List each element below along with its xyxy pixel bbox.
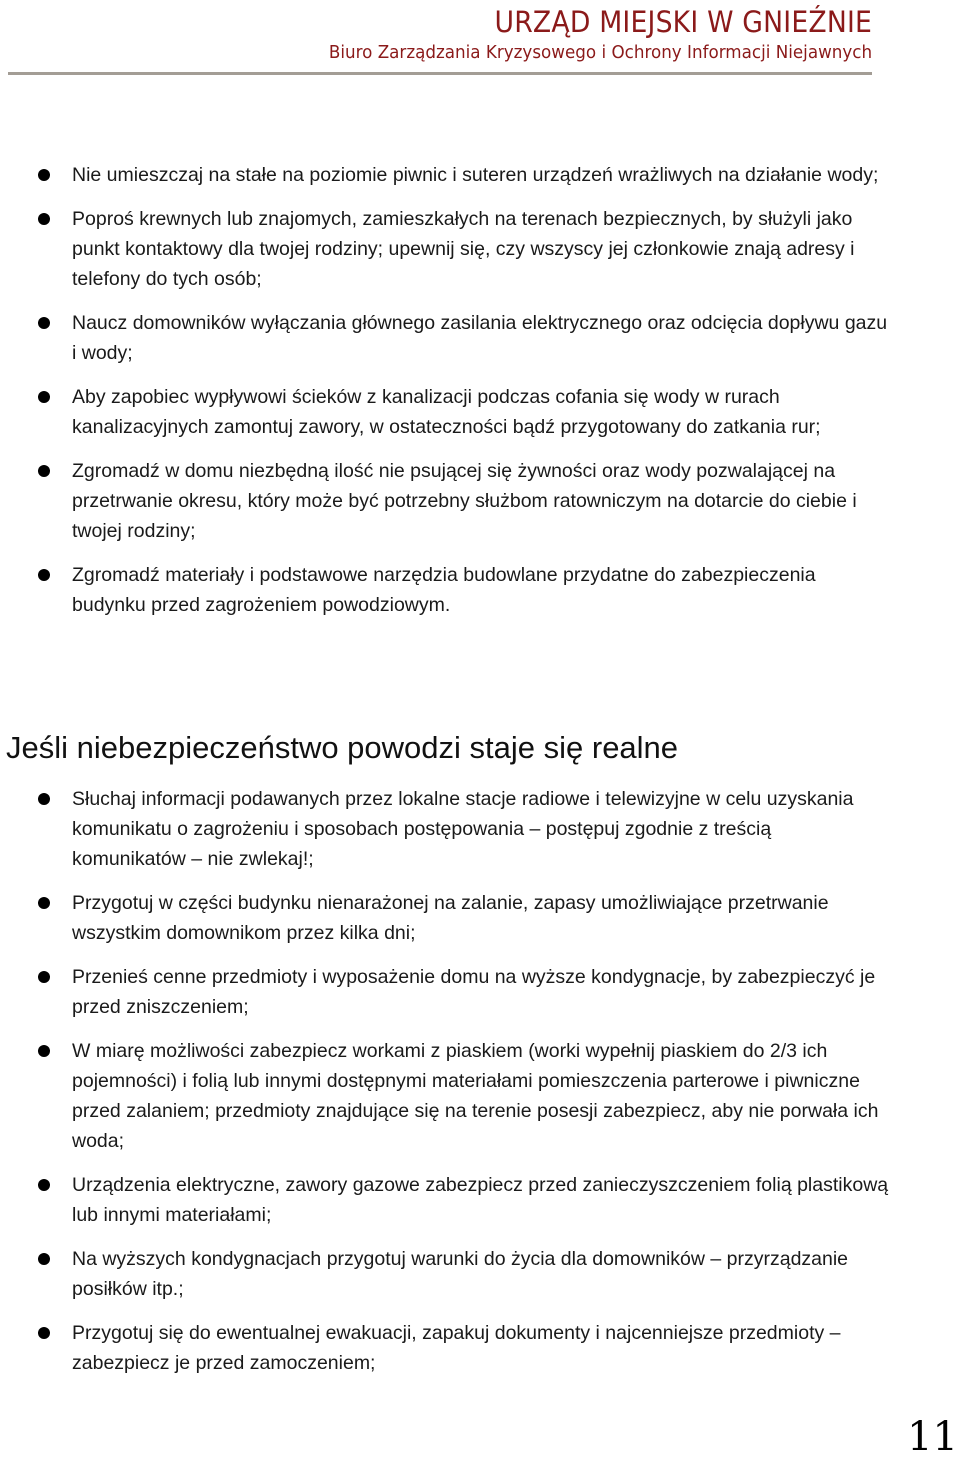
flood-action-list — [0, 784, 960, 1392]
bullet-icon — [38, 391, 50, 403]
list-item-text: Słuchaj informacji podawanych przez lokalne stacje radiowe i telewizyjne w celu uzyskania komunikatu o zagrożeniu i sposobach postępowania – postępuj zgodnie z treścią komunikatów – nie zwlekaj!; — [72, 788, 854, 870]
list-item-text: Aby zapobiec wypływowi ścieków z kanalizacji podczas cofania się wody w rurach kanalizacyjnych zamontuj zawory, w ostateczności bądź przygotowany do zatkania rur; — [72, 386, 821, 438]
list-item — [0, 784, 960, 874]
bullet-icon — [38, 1253, 50, 1265]
page-number: 11 — [907, 1414, 958, 1460]
list-item — [0, 1244, 960, 1304]
list-item — [0, 1036, 960, 1156]
list-item-text: Urządzenia elektryczne, zawory gazowe zabezpiecz przed zanieczyszczeniem folią plastikową lub innymi materiałami; — [72, 1174, 889, 1226]
bullet-icon — [38, 213, 50, 225]
bullet-icon — [38, 897, 50, 909]
list-item — [0, 1318, 960, 1378]
list-item-text: Naucz domowników wyłączania głównego zasilania elektrycznego oraz odcięcia dopływu gazu i wody; — [72, 312, 888, 364]
list-item — [0, 1170, 960, 1230]
list-item-text: Zgromadź w domu niezbędną ilość nie psującej się żywności oraz wody pozwalającej na przetrwanie okresu, który może być potrzebny służbom ratowniczym na dotarcie do ciebie i twojej rodziny; — [72, 460, 857, 542]
bullet-icon — [38, 317, 50, 329]
bullet-icon — [38, 169, 50, 181]
list-item-text: Na wyższych kondygnacjach przygotuj warunki do życia dla domowników – przyrządzanie posiłków itp.; — [72, 1248, 849, 1300]
header-block — [288, 4, 872, 66]
precaution-list — [0, 160, 960, 634]
list-item-text: Nie umieszczaj na stałe na poziomie piwnic i suteren urządzeń wrażliwych na działanie wody; — [72, 164, 879, 186]
bullet-icon — [38, 1045, 50, 1057]
list-item-text: W miarę możliwości zabezpiecz workami z piaskiem (worki wypełnij piaskiem do 2/3 ich pojemności) i folią lub innymi dostępnymi materiałami pomieszczenia parterowe i piwniczne przed zalaniem; przedmioty znajdujące się na terenie posesji zabezpiecz, aby nie porwała ich woda; — [72, 1040, 879, 1152]
list-item — [0, 888, 960, 948]
institution-title: URZĄD MIEJSKI W GNIEŹNIE — [494, 5, 872, 39]
list-item — [0, 560, 960, 620]
list-item — [0, 308, 960, 368]
section-heading: Jeśli niebezpieczeństwo powodzi staje się realne — [6, 730, 679, 765]
list-item-text: Przenieś cenne przedmioty i wyposażenie domu na wyższe kondygnacje, by zabezpieczyć je przed zniszczeniem; — [72, 966, 876, 1018]
bullet-icon — [38, 971, 50, 983]
department-subtitle: Biuro Zarządzania Kryzysowego i Ochrony Informacji Niejawnych — [328, 42, 872, 63]
list-item — [0, 456, 960, 546]
bullet-icon — [38, 465, 50, 477]
bullet-icon — [38, 1179, 50, 1191]
list-item — [0, 160, 960, 190]
list-item — [0, 962, 960, 1022]
bullet-icon — [38, 1327, 50, 1339]
bullet-icon — [38, 793, 50, 805]
list-item-text: Przygotuj w części budynku nienarażonej na zalanie, zapasy umożliwiające przetrwanie wszystkim domownikom przez kilka dni; — [72, 892, 829, 944]
bullet-icon — [38, 569, 50, 581]
list-item-text: Zgromadź materiały i podstawowe narzędzia budowlane przydatne do zabezpieczenia budynku przed zagrożeniem powodziowym. — [72, 564, 816, 616]
list-item-text: Poproś krewnych lub znajomych, zamieszkałych na terenach bezpiecznych, by służyli jako punkt kontaktowy dla twojej rodziny; upewnij się, czy wszyscy jej członkowie znają adresy i telefony do tych osób; — [72, 208, 855, 290]
header-divider — [8, 72, 872, 75]
list-item — [0, 382, 960, 442]
list-item-text: Przygotuj się do ewentualnej ewakuacji, zapakuj dokumenty i najcenniejsze przedmioty – zabezpiecz je przed zamoczeniem; — [72, 1322, 841, 1374]
list-item — [0, 204, 960, 294]
